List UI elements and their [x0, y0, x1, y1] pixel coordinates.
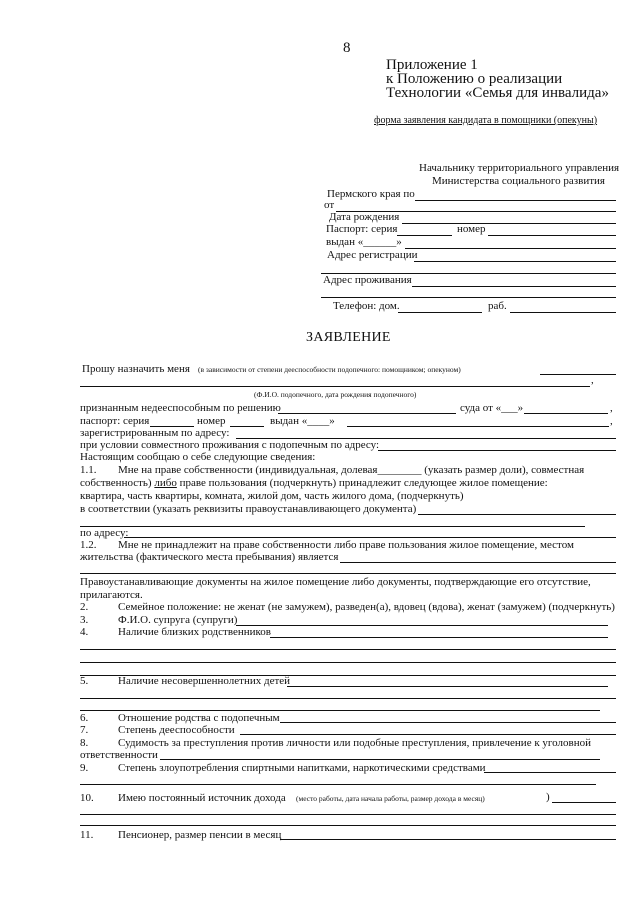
item-5-text: Наличие несовершеннолетних детей: [118, 675, 291, 687]
passport-series-field[interactable]: [397, 235, 452, 236]
criminal-record-field[interactable]: [160, 759, 600, 760]
item-1-1-document: в соответствии (указать реквизиты правоустанавливающего документа): [80, 503, 417, 515]
addressee-line: Начальнику территориального управления: [419, 162, 620, 174]
ward-passport-series-label: паспорт: серия: [80, 415, 150, 427]
from-label: от: [324, 199, 335, 211]
substance-abuse-field-cont[interactable]: [80, 784, 596, 785]
item-10-text: Имею постоянный источник дохода: [118, 792, 286, 804]
closing-paren: ): [546, 791, 550, 803]
item-number: 8.: [80, 737, 89, 749]
children-field-cont[interactable]: [80, 698, 616, 699]
item-1-1-text: Мне на праве собственности (индивидуальная, долевая________ (указать размер доли), совместная: [118, 464, 585, 476]
birth-date-label: Дата рождения: [329, 211, 400, 223]
relatives-field-cont[interactable]: [80, 662, 616, 663]
phone-home-field[interactable]: [398, 312, 482, 313]
substance-abuse-field[interactable]: [484, 772, 616, 773]
item-8-text-cont: ответственности: [80, 749, 158, 761]
item-1-1-text-cont: [80, 477, 548, 489]
residence-place-field-cont[interactable]: [80, 573, 616, 574]
pension-field[interactable]: [280, 839, 616, 840]
recognized-text: признанным недееспособным по решению: [80, 402, 281, 414]
document-title: ЗАЯВЛЕНИЕ: [306, 330, 391, 345]
item-11-text: Пенсионер, размер пенсии в месяц: [118, 829, 282, 841]
comma-mark: ,: [610, 415, 613, 427]
birth-date-field[interactable]: [402, 223, 616, 224]
request-field[interactable]: [540, 374, 616, 375]
cohabitation-label: при условии совместного проживания с подопечным по адресу:: [80, 439, 380, 451]
item-1-2-text-cont: жительства (фактического места пребывания) является: [80, 551, 339, 563]
text-span: собственность): [80, 477, 155, 489]
item-1-2-text: Мне не принадлежит на праве собственности либо праве пользования жилое помещение, местом: [118, 539, 574, 551]
item-8-text: Судимость за преступления против личности или подобные преступления, привлечение к уголовной: [118, 737, 591, 749]
kinship-field[interactable]: [280, 722, 616, 723]
children-field[interactable]: [287, 686, 608, 687]
ward-passport-issued-field[interactable]: [347, 426, 609, 427]
ward-passport-number-label: номер: [197, 415, 226, 427]
income-field-cont[interactable]: [80, 825, 616, 826]
relatives-field[interactable]: [270, 637, 608, 638]
documents-note-cont: прилагаются.: [80, 589, 143, 601]
item-10-note: (место работы, дата начала работы, размер дохода в месяц): [296, 794, 485, 803]
residence-field-cont[interactable]: [321, 297, 616, 298]
item-number: 7.: [80, 724, 89, 736]
item-number: 4.: [80, 626, 89, 638]
comma-mark: ,: [591, 374, 594, 386]
ward-passport-issued-label: выдан «____»: [270, 415, 335, 427]
address-label: по адресу:: [80, 527, 129, 539]
title-document-field-cont[interactable]: [80, 526, 585, 527]
residence-place-field[interactable]: [340, 562, 616, 563]
item-4-text: Наличие близких родственников: [118, 626, 271, 638]
request-note: (в зависимости от степени дееспособности подопечного: помощником; опекуном): [198, 365, 461, 374]
fio-caption: (Ф.И.О. подопечного, дата рождения подопечного): [254, 390, 417, 399]
capacity-field[interactable]: [240, 734, 616, 735]
passport-series-label: Паспорт: серия: [326, 223, 398, 235]
item-1-1-options: квартира, часть квартиры, комната, жилой дом, часть жилого дома, (подчеркнуть): [80, 490, 464, 502]
item-number: 9.: [80, 762, 89, 774]
region-label: Пермского края по: [327, 188, 415, 200]
addressee-line: Министерства социального развития: [432, 175, 605, 187]
spouse-name-field[interactable]: [236, 625, 608, 626]
item-number: 1.1.: [80, 464, 97, 476]
appendix-header: [386, 58, 609, 100]
court-date-field[interactable]: [524, 413, 608, 414]
court-date-label: суда от «___»: [460, 402, 524, 414]
income-field[interactable]: [552, 802, 616, 803]
item-number: 11.: [80, 829, 94, 841]
appendix-line: к Положению о реализации: [386, 71, 563, 87]
residence-field[interactable]: [412, 286, 616, 287]
item-number: 5.: [80, 675, 89, 687]
form-subtitle: форма заявления кандидата в помощники (опекуны): [374, 115, 598, 126]
item-number: 2.: [80, 601, 89, 613]
item-number: 6.: [80, 712, 89, 724]
registered-label: зарегистрированным по адресу:: [80, 427, 230, 439]
text-span: праве пользования (подчеркнуть) принадлежит следующее жилое помещение:: [176, 477, 548, 489]
children-field-cont[interactable]: [80, 710, 600, 711]
documents-note: Правоустанавливающие документы на жилое помещение либо документы, подтверждающие его отсутствие,: [80, 576, 591, 588]
title-document-field[interactable]: [418, 514, 616, 515]
passport-number-field[interactable]: [488, 235, 616, 236]
address-field[interactable]: [124, 537, 616, 538]
ward-passport-number-field[interactable]: [230, 426, 264, 427]
item-2-text: Семейное положение: не женат (не замужем), разведен(а), вдовец (вдова), женат (замужем) (подчеркнуть): [118, 601, 615, 613]
page-number: 8: [343, 40, 351, 56]
cohabitation-field[interactable]: [378, 450, 616, 451]
registration-label: Адрес регистрации: [327, 249, 418, 261]
region-field[interactable]: [415, 200, 616, 201]
residence-label: Адрес проживания: [323, 274, 412, 286]
info-intro: Настоящим сообщаю о себе следующие сведения:: [80, 451, 316, 463]
item-7-text: Степень дееспособности: [118, 724, 235, 736]
item-number: 1.2.: [80, 539, 97, 551]
comma-mark: ,: [610, 402, 613, 414]
phone-work-label: раб.: [488, 300, 507, 312]
item-number: 3.: [80, 614, 89, 626]
item-number: 10.: [80, 792, 94, 804]
ward-name-field[interactable]: [80, 386, 590, 387]
phone-work-field[interactable]: [510, 312, 616, 313]
issued-field[interactable]: [405, 248, 616, 249]
court-decision-field[interactable]: [278, 413, 456, 414]
issued-label: выдан «______»: [326, 236, 402, 248]
item-9-text: Степень злоупотребления спиртными напитками, наркотическими средствами: [118, 762, 486, 774]
income-field-cont[interactable]: [80, 814, 616, 815]
registration-field[interactable]: [414, 261, 616, 262]
phone-home-label: Телефон: дом.: [333, 300, 400, 312]
appendix-line: Приложение 1: [386, 57, 478, 73]
item-6-text: Отношение родства с подопечным: [118, 712, 280, 724]
underlined-word: либо: [154, 477, 177, 489]
appendix-line: Технологии «Семья для инвалида»: [386, 85, 609, 101]
passport-number-label: номер: [457, 223, 486, 235]
relatives-field-cont[interactable]: [80, 649, 616, 650]
item-3-text: Ф.И.О. супруга (супруги): [118, 614, 238, 626]
request-text: Прошу назначить меня: [82, 363, 190, 375]
